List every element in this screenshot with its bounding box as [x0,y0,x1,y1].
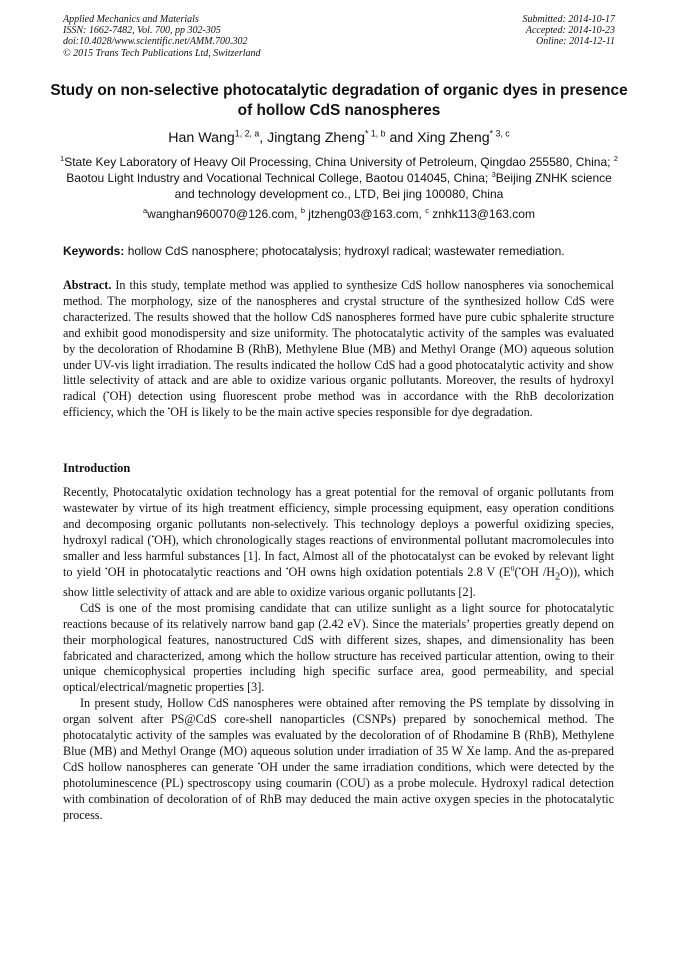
radical-dot: • [518,563,522,573]
intro-paragraph-3 [63,696,614,823]
affil-mark: 2 [613,154,618,163]
radical-dot: • [285,563,289,573]
paragraph-text: OH in photocatalytic reactions and [107,564,286,579]
introduction-body [63,485,614,823]
affiliation-text: Beijing ZNHK science and technology development co., LTD, Bei jing 100080, China [174,171,612,201]
paragraph-text: In present study, Hollow CdS nanospheres were obtained after removing the PS template by dissolving in organ solvent after PS@CdS core-shell nanoparticles (CSNPs) prepared by sonochemical method. The photocatalytic activity of the samples was evaluated by the decoloration of of Rhodamine B (RhB), Methylene Blue (MB) and Methyl Orange (MO) aqueous solution under irradiation of 35 W Xe lamp. And the as-prepared CdS hollow nanospheres can generate [63,696,614,774]
journal-header-right [523,14,616,48]
abstract-text: In this study, template method was applied to synthesize CdS hollow nanospheres via sonochemical method. The morphology, size of the nanospheres and crystal structure of the synthesized hollow CdS were characterized. The results showed that the hollow CdS nanospheres formed have pure cubic sphalerite structure and exhibit good monodispersity and size uniformity. The photocatalytic activity of the samples was evaluated by the decoloration of Rhodamine B (RhB), Methylene Blue (MB) and Methyl Orange (MO) aqueous solution under UV-vis light irradiation. The results indicated the hollow CdS had a good photocatalytic activity and show little selectivity of attack and are able to oxidize various organic pollutants. Moreover, the results of hydroxyl radical ( [63,278,614,404]
email-mark: c [425,206,429,215]
journal-doi: doi:10.4028/www.scientific.net/AMM.700.302 [63,36,248,48]
author-separator: , [259,130,268,146]
author-affil-mark: * 1, b [364,128,386,139]
email-text: znhk113@163.com [428,207,535,221]
paragraph-text: ( [514,564,519,579]
journal-header-left [63,14,261,59]
accepted-date: Accepted: 2014-10-23 [525,25,615,37]
affiliation-text: State Key Laboratory of Heavy Oil Processing, China University of Petroleum, Qingdao 255580, China; [64,155,614,169]
submitted-date: Submitted: 2014-10-17 [522,14,615,25]
online-date: Online: 2014-12-11 [536,36,615,48]
affil-mark: 3 [491,170,496,179]
radical-dot: • [257,758,261,768]
intro-paragraph-1 [63,485,614,601]
keywords [63,243,623,259]
email-mark: b [300,206,305,215]
journal-issn: ISSN: 1662-7482, Vol. 700, pp 302-305 [63,25,221,37]
abstract-text: OH) detection using fluorescent probe method was in accordance with the RhB decolorization efficiency, which the [63,389,614,420]
abstract-label: Abstract. [63,278,112,292]
keywords-label: Keywords: [63,244,125,258]
author-name: Jingtang Zheng [267,130,365,146]
paragraph-text: O)), which show little selectivity of attack and are able to oxidize various organic pollutants [2]. [63,564,614,599]
affiliations [55,154,623,202]
section-heading-introduction: Introduction [63,461,131,475]
radical-dot: • [151,531,155,541]
author-list [40,129,638,147]
superscript-zero: 0 [510,563,515,573]
affil-mark: 1 [60,154,65,163]
email-text: jtzheng03@163.com, [304,207,426,221]
keywords-text: hollow CdS nanosphere; photocatalysis; hydroxyl radical; wastewater remediation. [124,244,565,258]
abstract [63,278,614,421]
journal-name: Applied Mechanics and Materials [63,14,199,25]
affiliation-text: Baotou Light Industry and Vocational Technical College, Baotou 014045, China; [66,171,492,185]
author-emails [40,206,638,222]
author-name: Han Wang [168,130,235,146]
subscript-two: 2 [555,570,561,582]
radical-dot: • [107,388,110,398]
paragraph-text: OH), which chronologically stages reactions of environmental pollutant macromolecules into smaller and less harmful substances [1]. In fact, Almost all of the photocatalyst can be evoked by relevant light to yield [63,532,615,579]
journal-copyright: © 2015 Trans Tech Publications Ltd, Switzerland [63,47,261,59]
paragraph-text: OH under the same irradiation conditions, which were detected by the photoluminescence (PL) spectroscopy using coumarin (COU) as a probe molecule. Hydroxyl radical detection with combination of decoloration of of RhB may deduced the main active oxygen species in the photocatalytic process. [63,759,615,822]
email-mark: a [143,206,148,215]
paragraph-text: OH /H [521,564,556,579]
radical-dot: • [167,404,171,414]
author-affil-mark: * 3, c [489,128,510,139]
author-affil-mark: 1, 2, a [234,128,260,139]
paper-title: Study on non-selective photocatalytic degradation of organic dyes in presence of hollow CdS nanospheres [50,82,628,119]
author-separator: and [385,130,418,146]
paragraph-text: Recently, Photocatalytic oxidation technology has a great potential for the removal of organic pollutants from wastewater by virtue of its high treatment efficiency, simple processing equipment, easy operation conditions and decomposing organic pollutants non-selectively. This technology deploys a powerful oxidizing species, hydroxyl radical ( [63,485,614,547]
author-name: Xing Zheng [417,130,490,146]
paragraph-text: OH owns high oxidation potentials 2.8 V (E [288,564,511,579]
email-text: wanghan960070@126.com, [147,207,301,221]
radical-dot: • [105,563,108,573]
intro-paragraph-2: CdS is one of the most promising candidate that can utilize sunlight as a light source for photocatalytic reactions because of its relatively narrow band gap (2.42 eV). Since the materials’ properties greatly depend on their morphological features, nanostructured CdS with different sizes, shapes, and dimensionality has been fabricated and characterized, among which the hollow structure has received particular attention, owing to their unique chemicophysical properties including high specific surface area, good permeability, and special optical/electrical/magnetic properties [3]. [63,600,614,695]
abstract-text: OH is likely to be the main active species responsible for dye degradation. [170,405,533,420]
